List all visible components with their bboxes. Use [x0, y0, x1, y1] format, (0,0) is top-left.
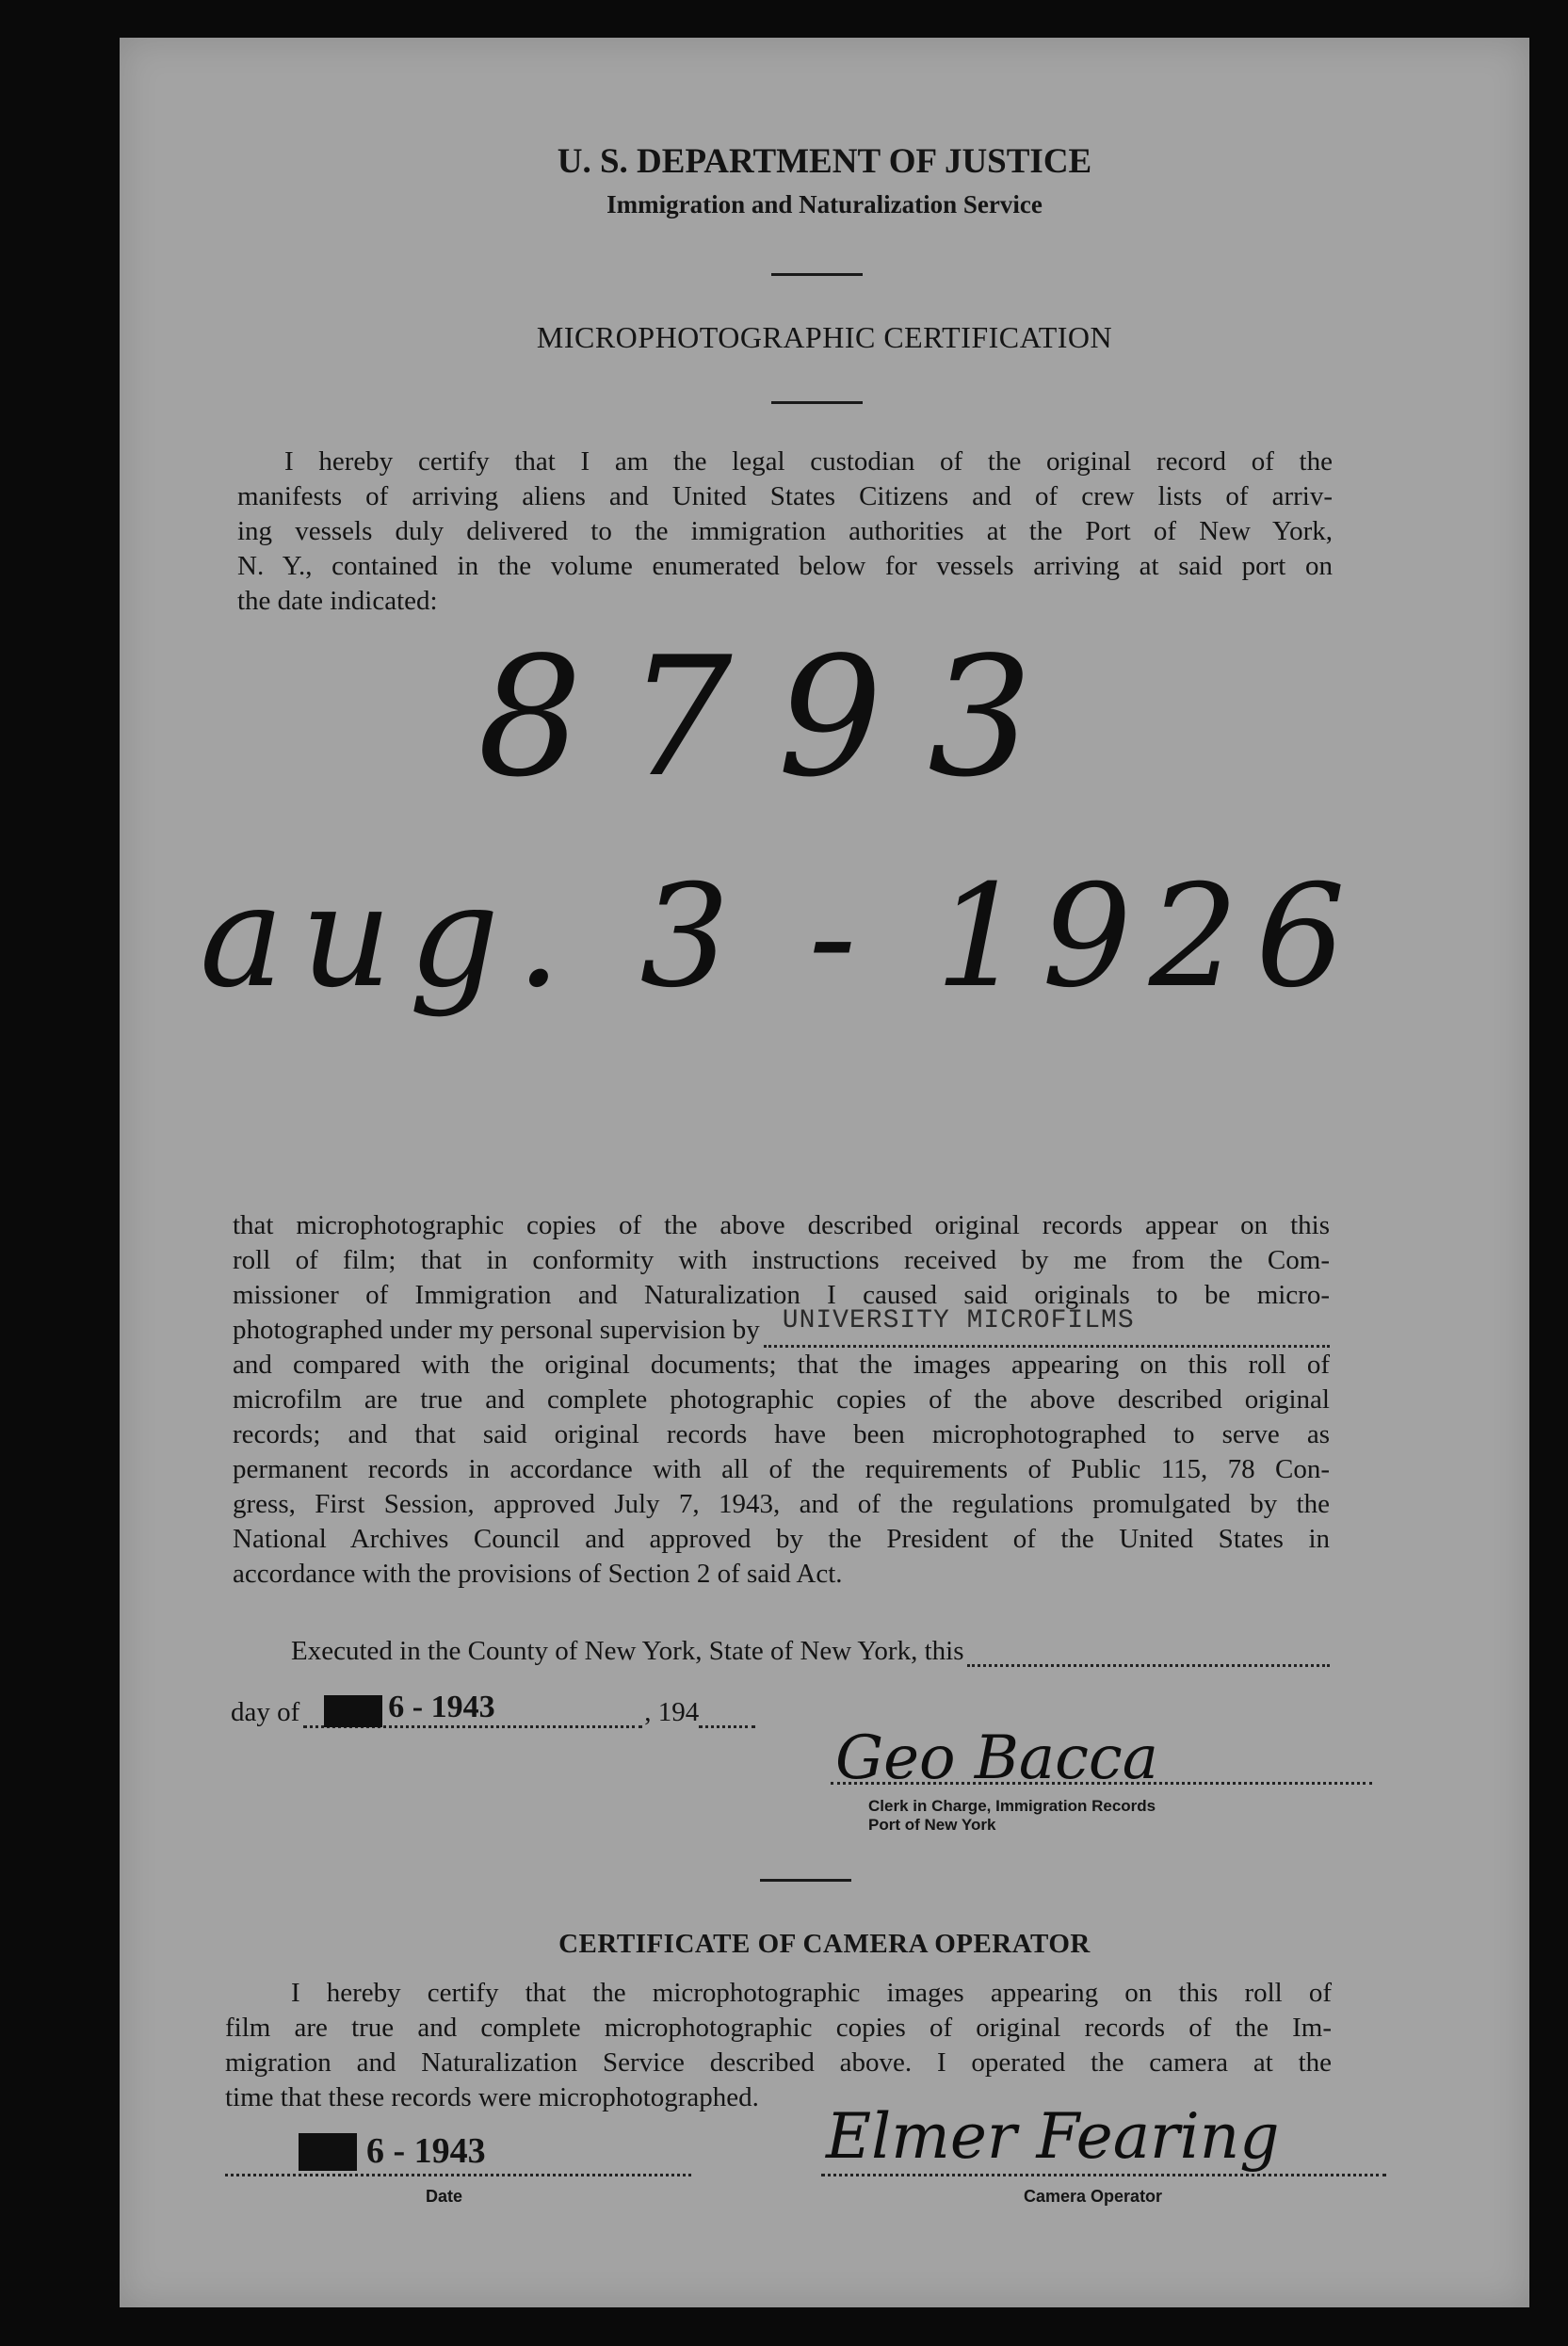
body-line: microfilm are true and complete photographic copies of the above described original	[233, 1384, 1330, 1415]
redaction-mark	[324, 1695, 382, 1727]
handwritten-volume-number: 8793	[477, 623, 1078, 814]
supervisor-name: UNIVERSITY MICROFILMS	[782, 1306, 1135, 1335]
handwritten-date: aug. 3 - 1926	[200, 855, 1363, 1019]
body-line-text: photographed under my personal supervision by	[233, 1315, 760, 1345]
intro-line: the date indicated:	[237, 586, 438, 616]
divider	[760, 1879, 851, 1882]
year-prefix: 194	[657, 1697, 700, 1727]
operator-label: Camera Operator	[1024, 2187, 1163, 2206]
camera-certificate-title: CERTIFICATE OF CAMERA OPERATOR	[558, 1929, 1091, 1959]
executed-line	[291, 1636, 1330, 1667]
day-of-label: day of	[231, 1697, 300, 1727]
intro-line: I hereby certify that I am the legal custodian of the original record of the	[284, 446, 1333, 477]
clerk-signature-line	[831, 1782, 1372, 1785]
intro-line: N. Y., contained in the volume enumerated below for vessels arriving at said port on	[237, 551, 1333, 581]
clerk-signature: Geo Bacca	[835, 1723, 1158, 1793]
year-field	[699, 1701, 755, 1728]
intro-line: manifests of arriving aliens and United States Citizens and of crew lists of arriv-	[237, 481, 1333, 511]
camera-line: time that these records were microphotographed.	[225, 2082, 759, 2112]
clerk-title	[868, 1797, 1156, 1835]
body-line: accordance with the provisions of Section 2 of said Act.	[233, 1559, 843, 1589]
camera-line: I hereby certify that the microphotographic images appearing on this roll of	[291, 1978, 1332, 2008]
divider	[771, 273, 863, 276]
body-line: and compared with the original documents; that the images appearing on this roll of	[233, 1350, 1330, 1380]
clerk-title-line: Clerk in Charge, Immigration Records	[868, 1797, 1156, 1815]
body-line: gress, First Session, approved July 7, 1943, and of the regulations promulgated by the	[233, 1489, 1330, 1519]
operator-signature: Elmer Fearing	[826, 2100, 1280, 2173]
camera-line: film are true and complete microphotographic copies of original records of the Im-	[225, 2013, 1332, 2043]
certificate-page	[120, 38, 1529, 2307]
executed-text: Executed in the County of New York, State of New York, this	[291, 1636, 964, 1666]
body-line: permanent records in accordance with all of the requirements of Public 115, 78 Con-	[233, 1454, 1330, 1484]
date-field	[303, 1690, 642, 1728]
clerk-title-line: Port of New York	[868, 1816, 996, 1834]
certification-title: MICROPHOTOGRAPHIC CERTIFICATION	[536, 320, 1113, 354]
body-line: missioner of Immigration and Naturalization I caused said originals to be micro-	[233, 1280, 1330, 1310]
intro-line: ing vessels duly delivered to the immigration authorities at the Port of New York,	[237, 516, 1333, 546]
department-heading: U. S. DEPARTMENT OF JUSTICE	[557, 142, 1092, 181]
day-field	[967, 1640, 1330, 1667]
service-subheading: Immigration and Naturalization Service	[606, 190, 1043, 218]
supervisor-field	[764, 1306, 1330, 1348]
body-line: records; and that said original records have been microphotographed to serve as	[233, 1419, 1330, 1449]
divider	[771, 401, 863, 404]
day-of-line: day of 6 - 1943 , 194	[231, 1695, 965, 1728]
stamped-date: 6 - 1943	[388, 1690, 495, 1724]
body-line	[233, 1306, 1330, 1348]
redaction-mark	[299, 2133, 357, 2171]
camera-paragraph	[225, 1976, 1332, 2115]
operator-signature-line	[821, 2174, 1386, 2176]
body-line: that microphotographic copies of the above described original records appear on this	[233, 1210, 1330, 1240]
body-paragraph	[233, 1208, 1330, 1592]
footer-stamped-date: 6 - 1943	[366, 2131, 486, 2171]
camera-line: migration and Naturalization Service described above. I operated the camera at the	[225, 2047, 1332, 2078]
date-label: Date	[426, 2187, 463, 2206]
body-line: roll of film; that in conformity with instructions received by me from the Com-	[233, 1245, 1330, 1275]
date-signature-line	[225, 2174, 691, 2176]
intro-paragraph	[237, 445, 1333, 619]
body-line: National Archives Council and approved by the President of the United States in	[233, 1524, 1330, 1554]
